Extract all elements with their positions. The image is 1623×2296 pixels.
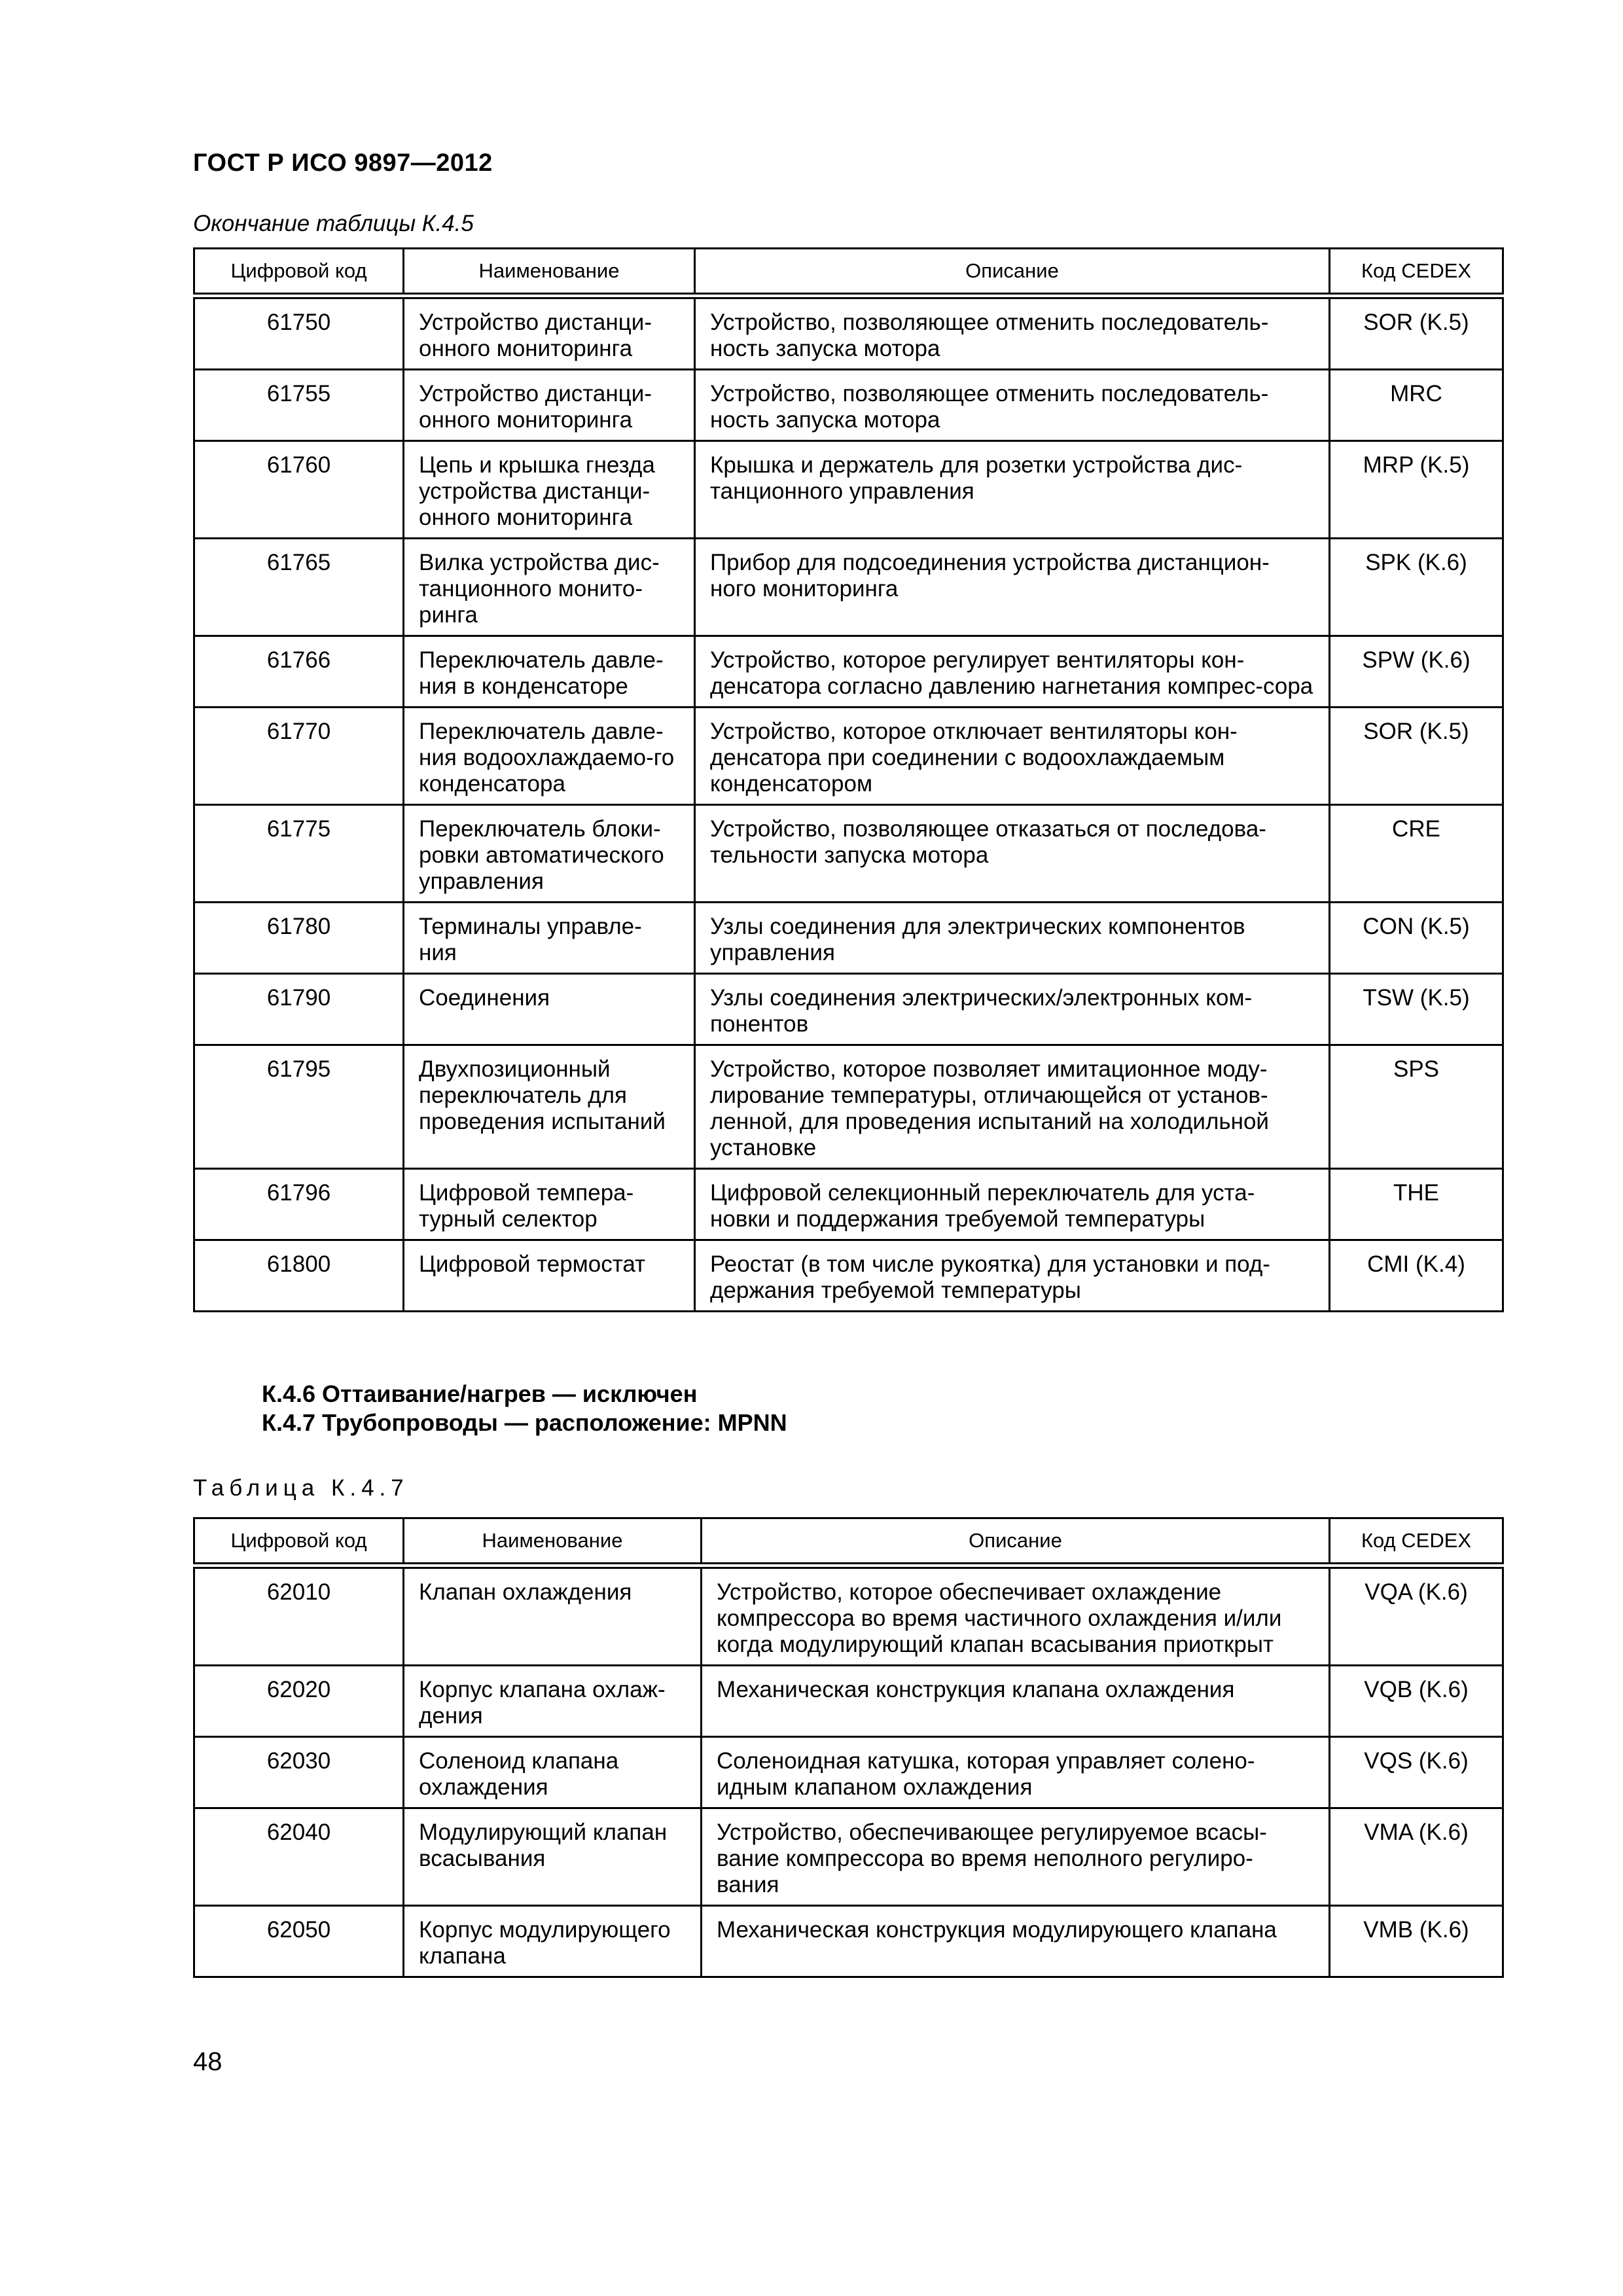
cell-cedex: VQA (K.6) xyxy=(1330,1566,1503,1666)
cell-description: Устройство, которое позволяет имитационное моду-лирование температуры, отличающейся от установ-ленной, для проведения испытаний на холодильной установке xyxy=(695,1045,1330,1169)
cell-cedex: VMA (K.6) xyxy=(1330,1808,1503,1906)
cell-name: Переключатель давле-ния водоохлаждаемо-го конденсатора xyxy=(404,708,695,805)
cell-name: Модулирующий клапан всасывания xyxy=(404,1808,702,1906)
cell-code: 61780 xyxy=(194,903,404,974)
column-header-code: Цифровой код xyxy=(194,1518,404,1566)
table-caption: Таблица К.4.7 xyxy=(193,1475,409,1501)
cell-name: Соединения xyxy=(404,974,695,1045)
cell-code: 61765 xyxy=(194,539,404,636)
cell-code: 61796 xyxy=(194,1169,404,1240)
cell-code: 61755 xyxy=(194,370,404,441)
cell-description: Устройство, позволяющее отказаться от последова-тельности запуска мотора xyxy=(695,805,1330,903)
document-title: ГОСТ Р ИСО 9897—2012 xyxy=(193,149,493,177)
cell-description: Узлы соединения электрических/электронных ком-понентов xyxy=(695,974,1330,1045)
cell-name: Цепь и крышка гнезда устройства дистанци-онного мониторинга xyxy=(404,441,695,539)
cell-name: Переключатель давле-ния в конденсаторе xyxy=(404,636,695,708)
table-row xyxy=(194,708,1503,805)
cell-code: 62010 xyxy=(194,1566,404,1666)
cell-cedex: CRE xyxy=(1330,805,1503,903)
cell-description: Устройство, обеспечивающее регулируемое всасы-вание компрессора во время неполного регулиро-вания xyxy=(702,1808,1330,1906)
cell-cedex: VMB (K.6) xyxy=(1330,1906,1503,1977)
column-header-name: Наименование xyxy=(404,249,695,296)
table-row xyxy=(194,1808,1503,1906)
cell-code: 61750 xyxy=(194,296,404,370)
cell-name: Соленоид клапана охлаждения xyxy=(404,1737,702,1808)
cell-cedex: CMI (K.4) xyxy=(1330,1240,1503,1312)
cell-code: 61770 xyxy=(194,708,404,805)
cell-name: Клапан охлаждения xyxy=(404,1566,702,1666)
cell-name: Цифровой термостат xyxy=(404,1240,695,1312)
cell-name: Цифровой темпера-турный селектор xyxy=(404,1169,695,1240)
cell-cedex: SOR (K.5) xyxy=(1330,708,1503,805)
cell-description: Цифровой селекционный переключатель для уста-новки и поддержания требуемой температуры xyxy=(695,1169,1330,1240)
cell-code: 61766 xyxy=(194,636,404,708)
column-header-description: Описание xyxy=(702,1518,1330,1566)
cell-code: 61760 xyxy=(194,441,404,539)
cell-description: Устройство, которое отключает вентиляторы кон-денсатора при соединении с водоохлаждаемым конденсатором xyxy=(695,708,1330,805)
cell-description: Соленоидная катушка, которая управляет солено-идным клапаном охлаждения xyxy=(702,1737,1330,1808)
cell-cedex: MRP (K.5) xyxy=(1330,441,1503,539)
cell-code: 62030 xyxy=(194,1737,404,1808)
cell-name: Корпус модулирующего клапана xyxy=(404,1906,702,1977)
cell-code: 61790 xyxy=(194,974,404,1045)
cell-name: Устройство дистанци-онного мониторинга xyxy=(404,296,695,370)
cell-description: Устройство, позволяющее отменить последователь-ность запуска мотора xyxy=(695,370,1330,441)
cell-cedex: MRC xyxy=(1330,370,1503,441)
cell-code: 61795 xyxy=(194,1045,404,1169)
cell-name: Двухпозиционный переключатель для проведения испытаний xyxy=(404,1045,695,1169)
cell-code: 61800 xyxy=(194,1240,404,1312)
section-heading-k46: К.4.6 Оттаивание/нагрев — исключен xyxy=(262,1380,698,1407)
cell-description: Реостат (в том числе рукоятка) для установки и под-держания требуемой температуры xyxy=(695,1240,1330,1312)
cell-code: 62050 xyxy=(194,1906,404,1977)
column-header-cedex: Код CEDEX xyxy=(1330,249,1503,296)
table-row xyxy=(194,974,1503,1045)
section-heading-k47: К.4.7 Трубопроводы — расположение: MPNN xyxy=(262,1409,787,1436)
table-k45 xyxy=(193,247,1504,1312)
table-k47 xyxy=(193,1517,1504,1978)
table-row xyxy=(194,539,1503,636)
table-row xyxy=(194,903,1503,974)
cell-cedex: SPW (K.6) xyxy=(1330,636,1503,708)
cell-description: Узлы соединения для электрических компонентов управления xyxy=(695,903,1330,974)
cell-name: Переключатель блоки-ровки автоматического управления xyxy=(404,805,695,903)
table-row xyxy=(194,1169,1503,1240)
table-row xyxy=(194,636,1503,708)
cell-description: Устройство, которое обеспечивает охлаждение компрессора во время частичного охлаждения и/или когда модулирующий клапан всасывания приоткрыт xyxy=(702,1566,1330,1666)
column-header-description: Описание xyxy=(695,249,1330,296)
column-header-cedex: Код CEDEX xyxy=(1330,1518,1503,1566)
cell-name: Устройство дистанци-онного мониторинга xyxy=(404,370,695,441)
cell-cedex: VQB (K.6) xyxy=(1330,1666,1503,1737)
cell-description: Механическая конструкция модулирующего клапана xyxy=(702,1906,1330,1977)
cell-code: 62020 xyxy=(194,1666,404,1737)
table-row xyxy=(194,370,1503,441)
cell-description: Механическая конструкция клапана охлаждения xyxy=(702,1666,1330,1737)
cell-description: Прибор для подсоединения устройства дистанцион-ного мониторинга xyxy=(695,539,1330,636)
table-row xyxy=(194,296,1503,370)
cell-name: Терминалы управле-ния xyxy=(404,903,695,974)
cell-cedex: CON (K.5) xyxy=(1330,903,1503,974)
cell-cedex: SPK (K.6) xyxy=(1330,539,1503,636)
cell-cedex: SPS xyxy=(1330,1045,1503,1169)
cell-name: Вилка устройства дис-танционного монито-ринга xyxy=(404,539,695,636)
cell-cedex: TSW (K.5) xyxy=(1330,974,1503,1045)
table-row xyxy=(194,1240,1503,1312)
column-header-name: Наименование xyxy=(404,1518,702,1566)
cell-code: 62040 xyxy=(194,1808,404,1906)
cell-description: Устройство, позволяющее отменить последователь-ность запуска мотора xyxy=(695,296,1330,370)
page-number: 48 xyxy=(193,2047,223,2076)
table-continuation-caption: Окончание таблицы К.4.5 xyxy=(193,211,474,236)
table-row xyxy=(194,1737,1503,1808)
table-header-row xyxy=(194,249,1503,296)
table-row xyxy=(194,1666,1503,1737)
column-header-code: Цифровой код xyxy=(194,249,404,296)
table-row xyxy=(194,1906,1503,1977)
table-row xyxy=(194,805,1503,903)
cell-description: Крышка и держатель для розетки устройства дис-танционного управления xyxy=(695,441,1330,539)
cell-code: 61775 xyxy=(194,805,404,903)
cell-cedex: VQS (K.6) xyxy=(1330,1737,1503,1808)
section-headings xyxy=(262,1380,787,1437)
cell-cedex: SOR (K.5) xyxy=(1330,296,1503,370)
cell-description: Устройство, которое регулирует вентиляторы кон-денсатора согласно давлению нагнетания компрес-сора xyxy=(695,636,1330,708)
table-header-row xyxy=(194,1518,1503,1566)
table-row xyxy=(194,1045,1503,1169)
table-row xyxy=(194,441,1503,539)
table-row xyxy=(194,1566,1503,1666)
cell-name: Корпус клапана охлаж-дения xyxy=(404,1666,702,1737)
cell-cedex: THE xyxy=(1330,1169,1503,1240)
